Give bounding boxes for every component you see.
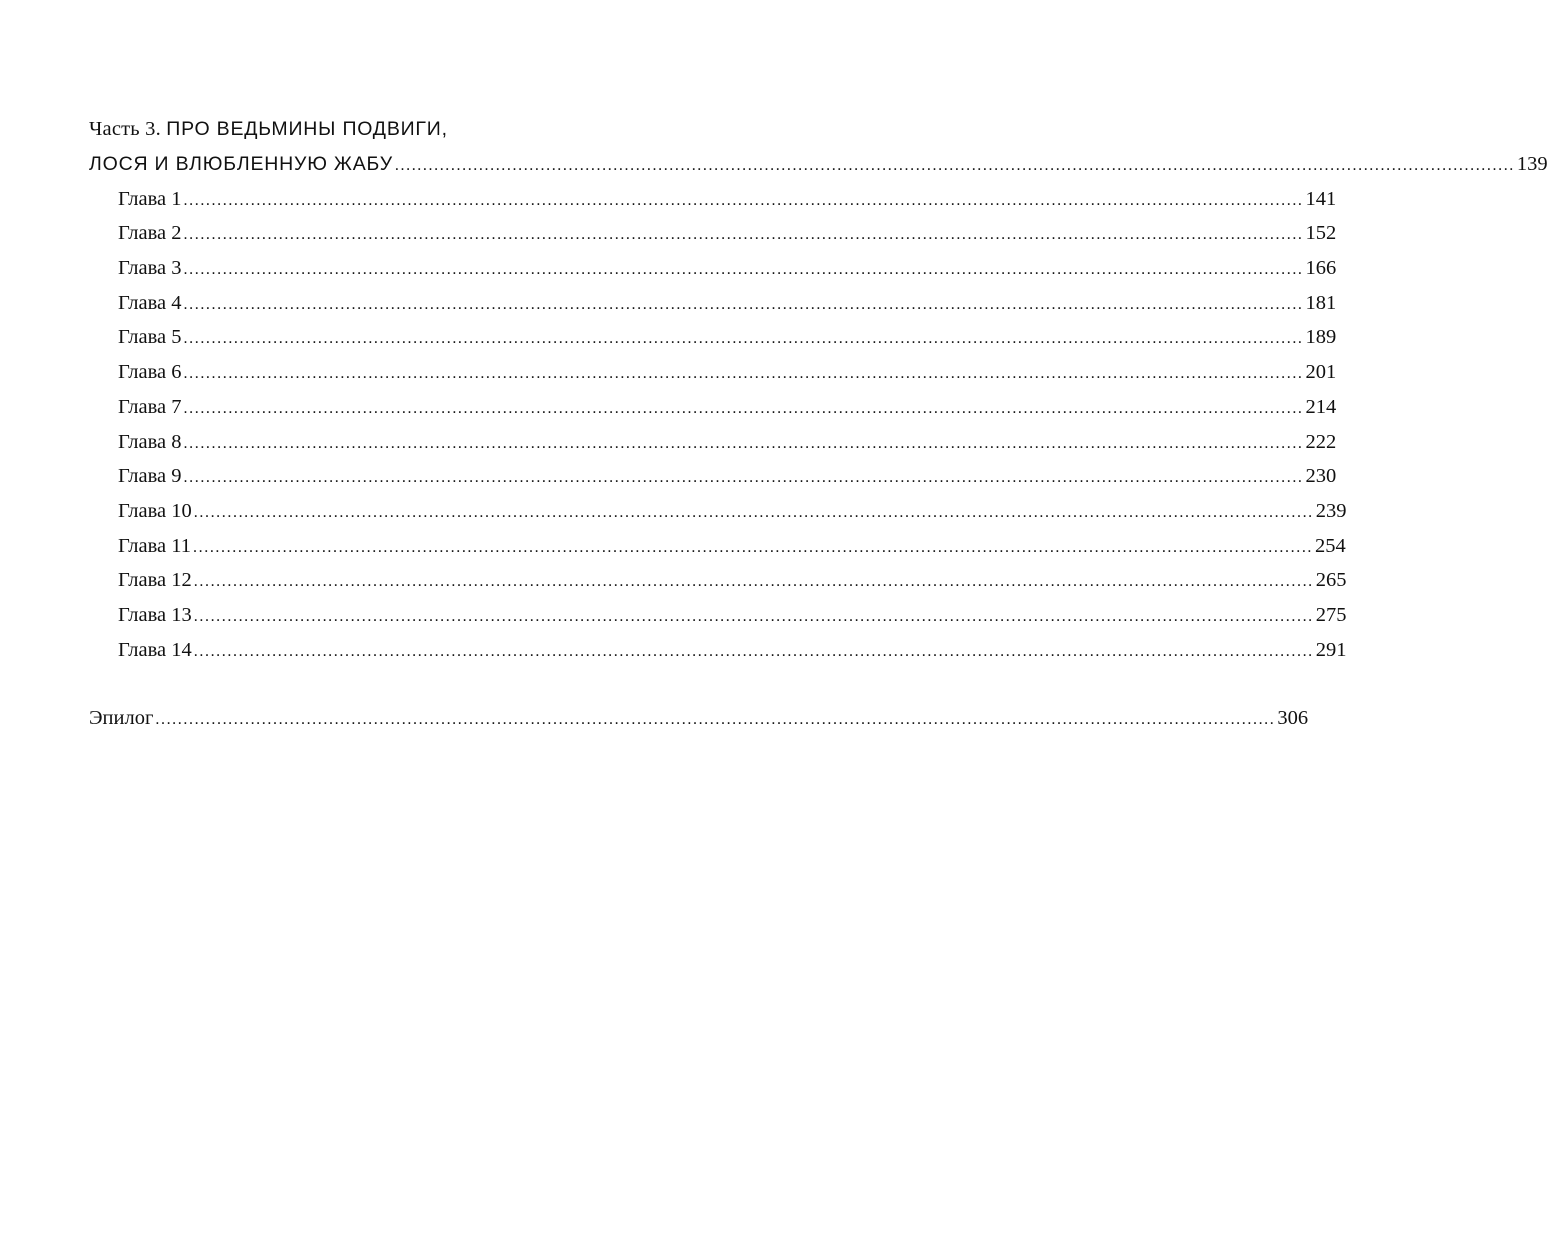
chapter-label: Глава 11 xyxy=(118,534,192,557)
dot-leader: ........................................................................................................................................................................................................ xyxy=(193,642,1314,660)
chapter-entry xyxy=(89,459,1337,494)
dot-leader: ........................................................................................................................................................................................................ xyxy=(193,503,1314,521)
chapter-entry xyxy=(89,182,1337,217)
chapter-entry xyxy=(89,216,1337,251)
dot-leader: ........................................................................................................................................................................................................ xyxy=(183,295,1304,313)
chapter-label: Глава 13 xyxy=(118,603,192,626)
chapter-entry xyxy=(89,320,1337,355)
chapter-label: Глава 1 xyxy=(118,187,182,210)
part-entry xyxy=(89,147,1548,182)
chapter-entry xyxy=(89,390,1337,425)
dot-leader: ........................................................................................................................................................................................................ xyxy=(394,157,1515,174)
dot-leader: ........................................................................................................................................................................................................ xyxy=(183,191,1304,209)
chapter-entry xyxy=(89,633,1347,668)
dot-leader: ........................................................................................................................................................................................................ xyxy=(183,226,1304,244)
dot-leader: ........................................................................................................................................................................................................ xyxy=(193,573,1314,591)
epilogue-label: Эпилог xyxy=(89,707,154,730)
dot-leader: ........................................................................................................................................................................................................ xyxy=(183,399,1304,417)
part-page-number: 139 xyxy=(1516,153,1548,175)
chapter-entry xyxy=(89,425,1337,460)
part-title: ПРО ВЕДЬМИНЫ ПОДВИГИ, xyxy=(166,118,448,140)
dot-leader: ........................................................................................................................................................................................................ xyxy=(155,711,1276,729)
chapter-label: Глава 5 xyxy=(118,326,182,349)
dot-leader: ........................................................................................................................................................................................................ xyxy=(183,365,1304,383)
chapter-page-number: 265 xyxy=(1315,569,1347,592)
chapter-entry xyxy=(89,494,1347,529)
part-prefix: Часть 3. xyxy=(89,118,167,140)
chapter-entry xyxy=(89,598,1347,633)
chapter-label: Глава 2 xyxy=(118,222,182,245)
epilogue-entry xyxy=(89,701,1309,736)
chapter-page-number: 214 xyxy=(1305,395,1337,418)
dot-leader: ........................................................................................................................................................................................................ xyxy=(183,469,1304,487)
dot-leader: ........................................................................................................................................................................................................ xyxy=(183,261,1304,279)
dot-leader: ........................................................................................................................................................................................................ xyxy=(193,607,1314,625)
chapter-page-number: 201 xyxy=(1305,361,1337,384)
chapter-list xyxy=(89,182,1347,668)
chapter-page-number: 254 xyxy=(1315,534,1346,557)
chapter-entry xyxy=(89,251,1337,286)
chapter-label: Глава 9 xyxy=(118,465,182,488)
chapter-label: Глава 8 xyxy=(118,430,182,453)
chapter-page-number: 181 xyxy=(1305,291,1337,314)
chapter-page-number: 275 xyxy=(1315,603,1347,626)
chapter-page-number: 166 xyxy=(1305,257,1337,280)
part-title-line2: ЛОСЯ И ВЛЮБЛЕННУЮ ЖАБУ xyxy=(89,153,393,175)
chapter-page-number: 189 xyxy=(1305,326,1337,349)
chapter-label: Глава 7 xyxy=(118,395,182,418)
chapter-page-number: 291 xyxy=(1315,638,1347,661)
chapter-label: Глава 14 xyxy=(118,638,192,661)
chapter-page-number: 141 xyxy=(1305,187,1337,210)
chapter-page-number: 222 xyxy=(1305,430,1337,453)
dot-leader: ........................................................................................................................................................................................................ xyxy=(183,330,1304,348)
dot-leader: ........................................................................................................................................................................................................ xyxy=(183,434,1304,452)
dot-leader: ........................................................................................................................................................................................................ xyxy=(193,538,1314,556)
chapter-page-number: 239 xyxy=(1315,499,1347,522)
chapter-page-number: 152 xyxy=(1305,222,1337,245)
chapter-page-number: 230 xyxy=(1305,465,1337,488)
chapter-label: Глава 4 xyxy=(118,291,182,314)
chapter-label: Глава 6 xyxy=(118,361,182,384)
chapter-entry xyxy=(89,563,1347,598)
chapter-label: Глава 3 xyxy=(118,257,182,280)
epilogue-page-number: 306 xyxy=(1277,707,1309,730)
part-title-line1 xyxy=(89,112,601,147)
chapter-entry xyxy=(89,355,1337,390)
chapter-label: Глава 10 xyxy=(118,499,192,522)
section-spacer xyxy=(89,667,601,701)
table-of-contents xyxy=(89,112,1548,736)
chapter-entry xyxy=(89,286,1337,321)
chapter-entry xyxy=(89,529,1346,564)
chapter-label: Глава 12 xyxy=(118,569,192,592)
